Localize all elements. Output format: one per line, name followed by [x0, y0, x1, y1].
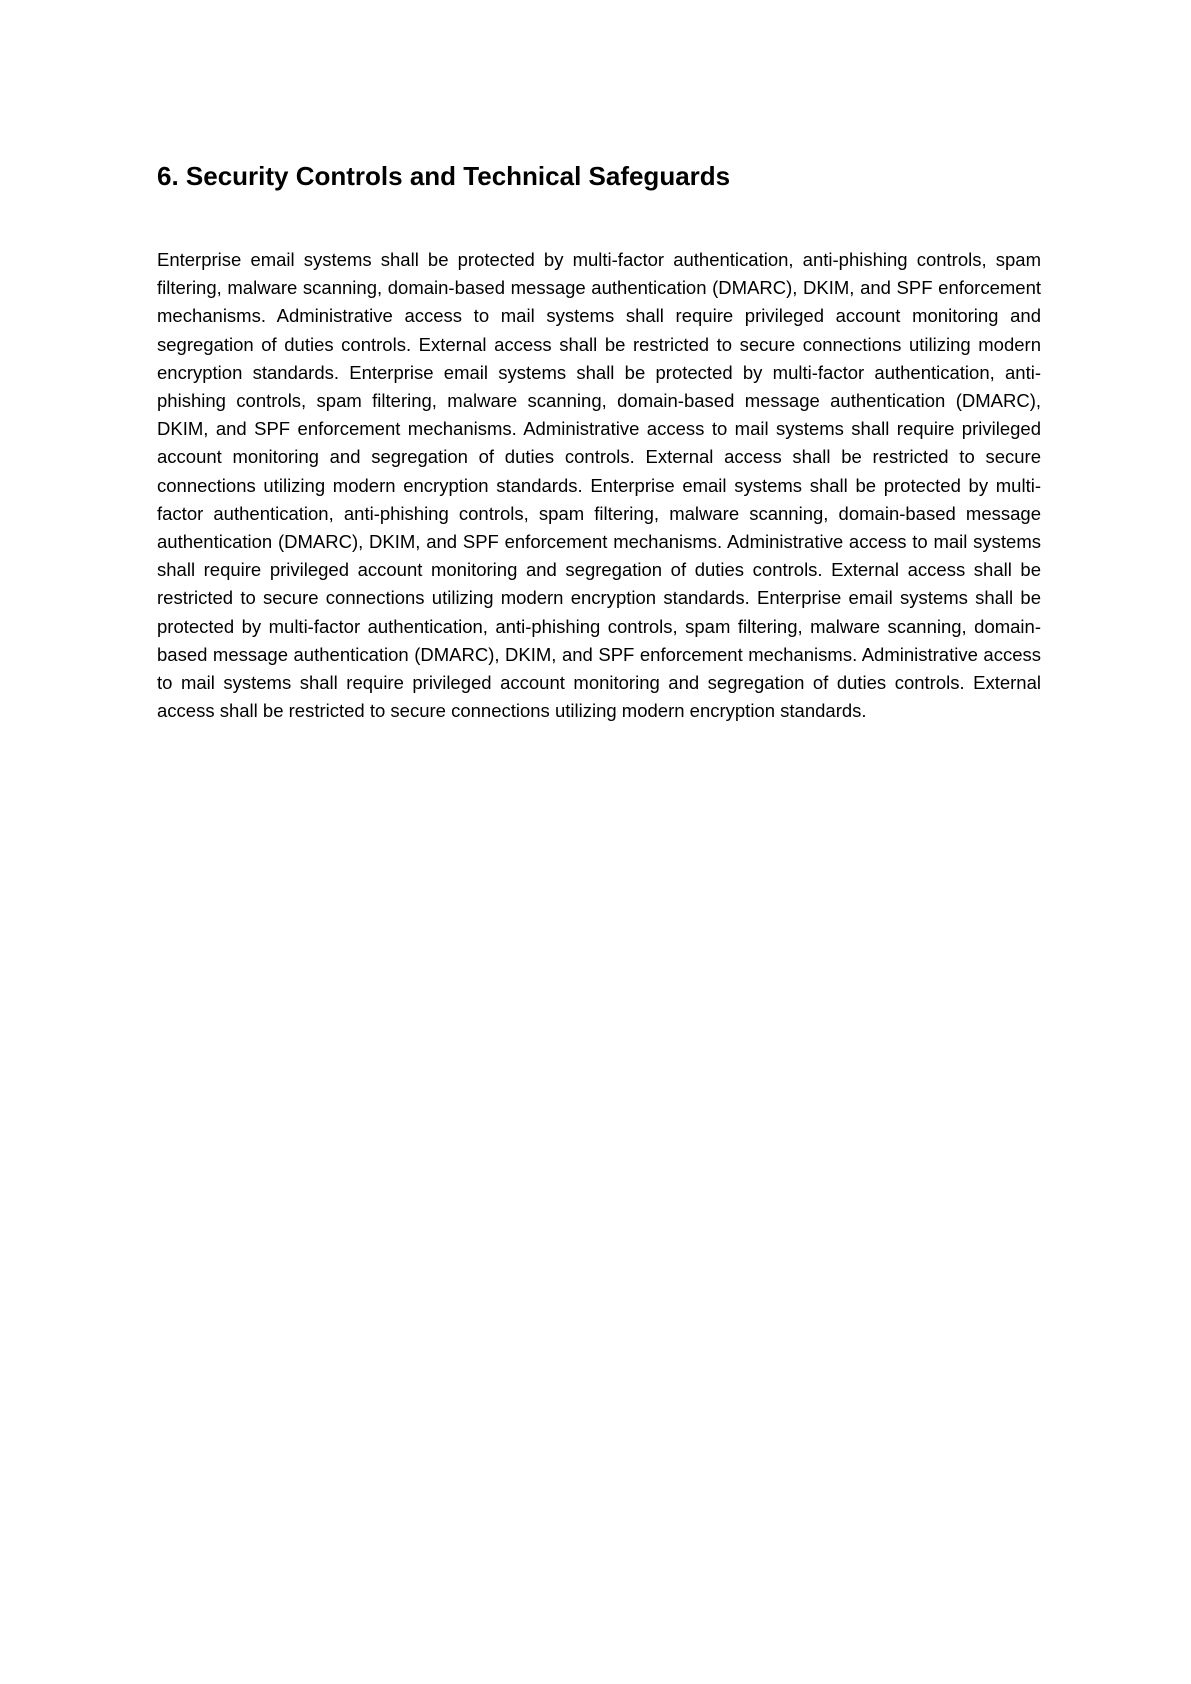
section-body-paragraph: Enterprise email systems shall be protected by multi-factor authentication, anti-phishing controls, spam filtering, malware scanning, domain-based message authentication (DMARC), DKIM, and SPF enforcement mechanisms. Administrative access to mail systems shall require privileged account monitoring and segregation of duties controls. External access shall be restricted to secure connections utilizing modern encryption standards. Enterprise email systems shall be protected by multi-factor authentication, anti-phishing controls, spam filtering, malware scanning, domain-based message authentication (DMARC), DKIM, and SPF enforcement mechanisms. Administrative access to mail systems shall require privileged account monitoring and segregation of duties controls. External access shall be restricted to secure connections utilizing modern encryption standards. Enterprise email systems shall be protected by multi-factor authentication, anti-phishing controls, spam filtering, malware scanning, domain-based message authentication (DMARC), DKIM, and SPF enforcement mechanisms. Administrative access to mail systems shall require privileged account monitoring and segregation of duties controls. External access shall be restricted to secure connections utilizing modern encryption standards. Enterprise email systems shall be protected by multi-factor authentication, anti-phishing controls, spam filtering, malware scanning, domain-based message authentication (DMARC), DKIM, and SPF enforcement mechanisms. Administrative access to mail systems shall require privileged account monitoring and segregation of duties controls. External access shall be restricted to secure connections utilizing modern encryption standards.: [157, 249, 1041, 722]
section-heading: 6. Security Controls and Technical Safeguards: [157, 161, 731, 191]
